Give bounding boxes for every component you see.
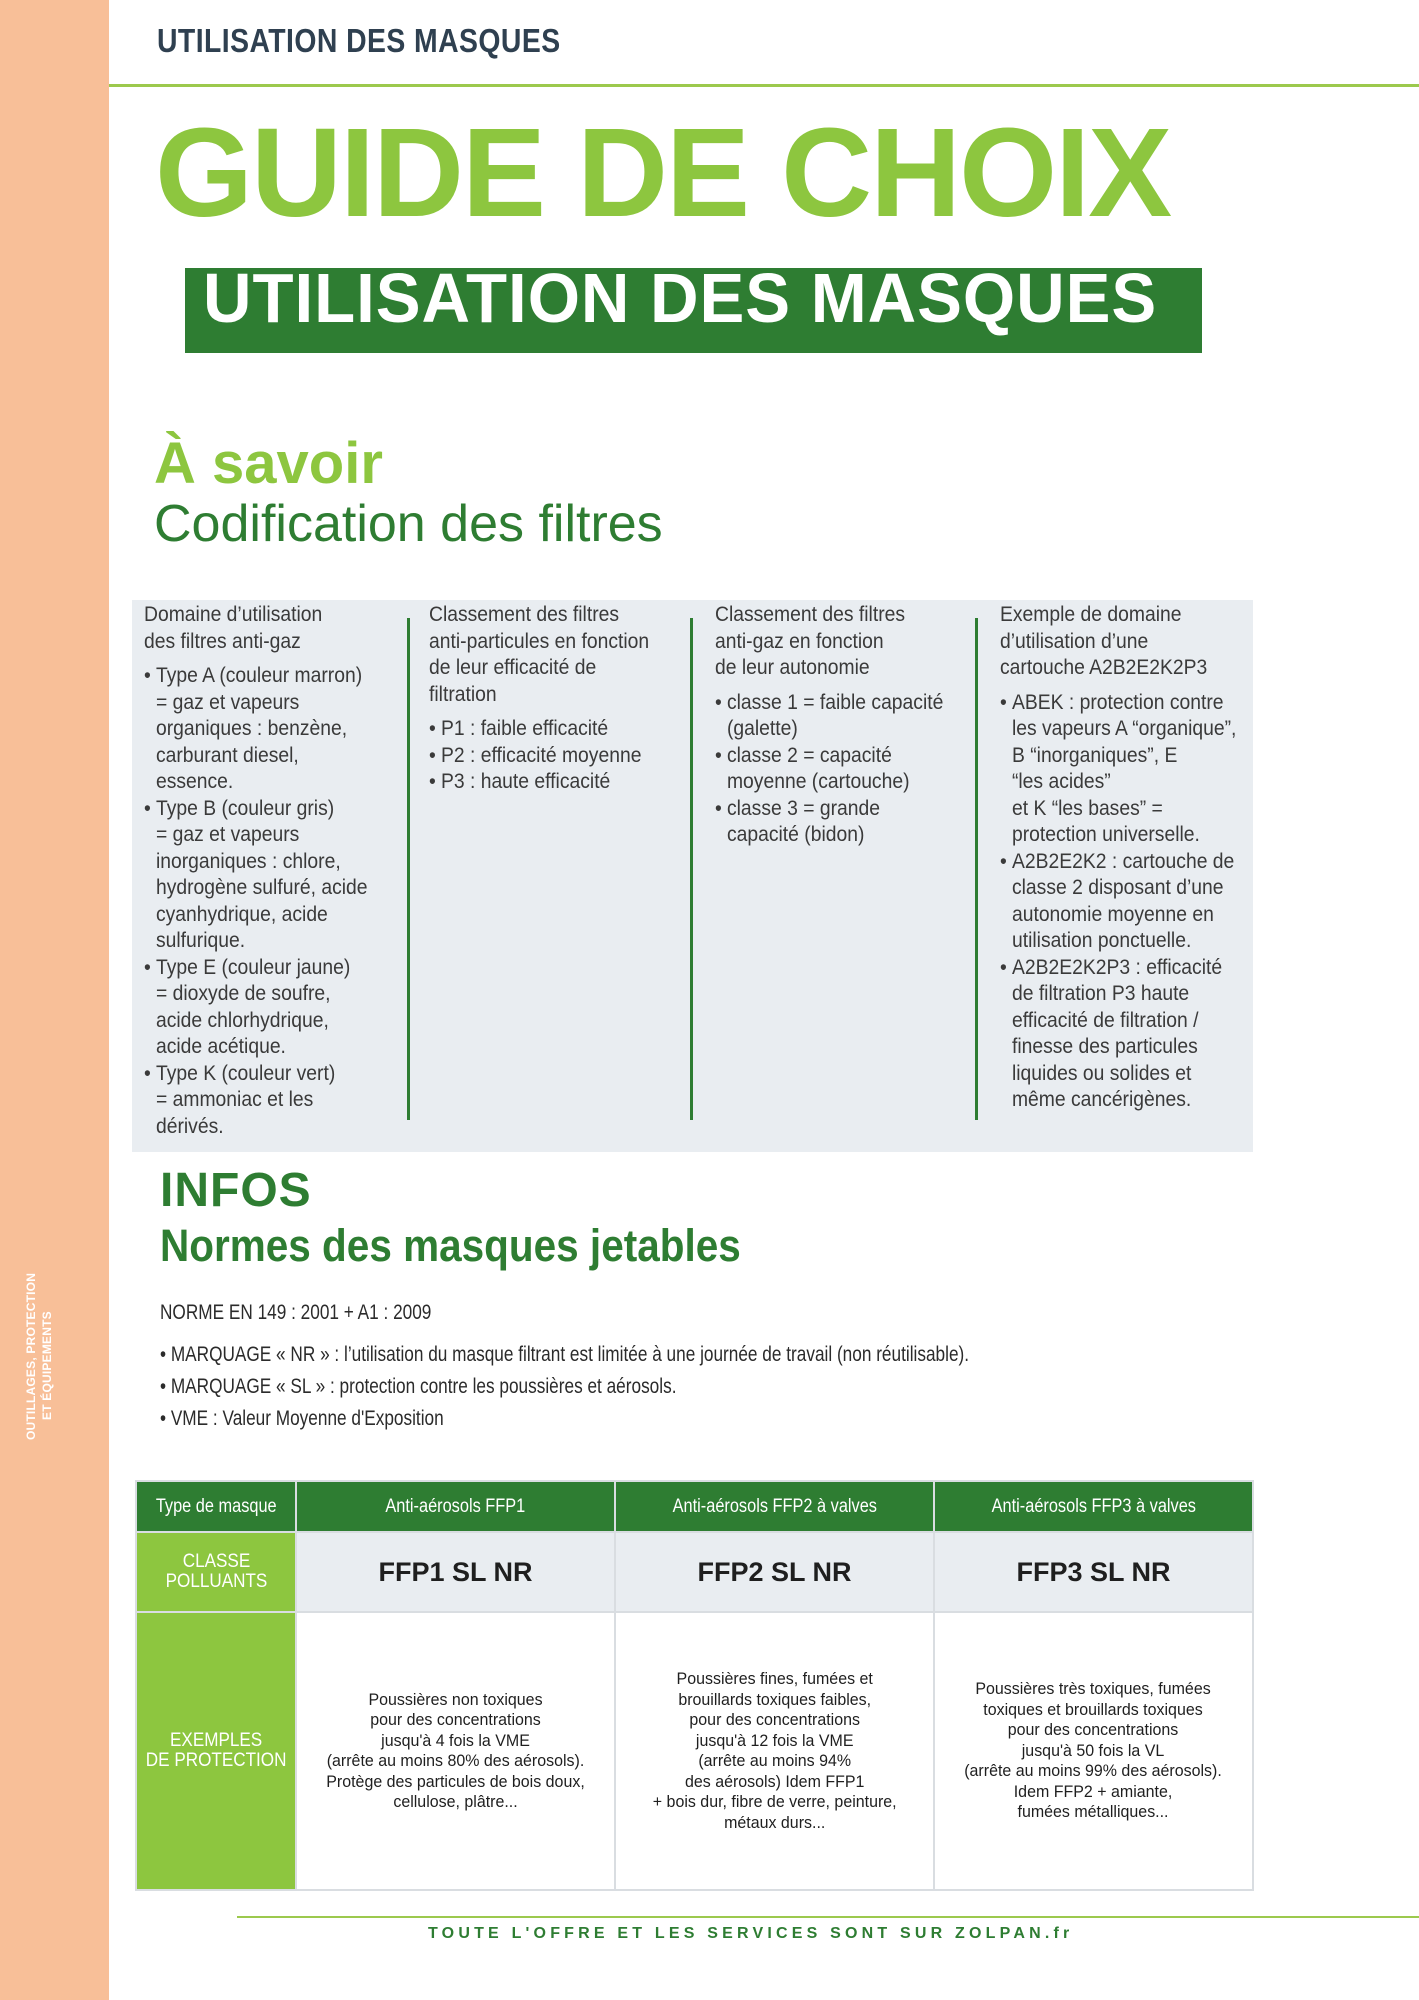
codif-item: • classe 1 = faible capacité (galette) (715, 690, 952, 743)
table-cell: Poussières fines, fumées et brouillards toxiques faibles, pour des concentrations jusqu'à 12 fois la VME (arrête au moins 94% des aérosols) Idem FFP1 + bois dur, fibre de verre, peinture, métaux durs... (615, 1612, 934, 1890)
table-header-cell: Anti-aérosols FFP1 (296, 1481, 615, 1532)
banner-text: UTILISATION DES MASQUES (203, 268, 1158, 337)
codif-column (1000, 600, 1241, 1114)
title-banner (185, 268, 1202, 353)
table-header-cell: Anti-aérosols FFP2 à valves (615, 1481, 934, 1532)
codif-column-heading: Classement des filtres anti-particules en fonction de leur efficacité de filtration (429, 603, 650, 706)
table-cell: FFP2 SL NR (615, 1532, 934, 1612)
codif-item: • A2B2E2K2 : cartouche de classe 2 disposant d’une autonomie moyenne en utilisation ponctuelle. (1000, 849, 1241, 955)
codif-item: • Type A (couleur marron) = gaz et vapeurs organiques : benzène, carburant diesel, essence. (144, 663, 381, 796)
codif-item: • A2B2E2K2P3 : efficacité de filtration P3 haute efficacité de filtration / finesse des particules liquides ou solides et même cancérigènes. (1000, 955, 1241, 1114)
header-divider (109, 84, 1419, 87)
codif-item: • ABEK : protection contre les vapeurs A “organique”, B “inorganiques”, E “les acides” et K “les bases” = protection universelle. (1000, 690, 1241, 849)
codif-column (715, 600, 952, 849)
codif-column (429, 600, 666, 796)
codif-item: • P1 : faible efficacité (429, 716, 666, 743)
footer-text: TOUTE L'OFFRE ET LES SERVICES SONT SUR ZOLPAN.fr (428, 1925, 1074, 1942)
side-band-line1: OUTILLAGES, PROTECTION (24, 1272, 38, 1440)
a-savoir-title: À savoir (154, 431, 383, 496)
codif-item: • P2 : efficacité moyenne (429, 743, 666, 770)
row-label: EXEMPLES DE PROTECTION (136, 1612, 296, 1890)
page-title: GUIDE DE CHOIX (155, 102, 1171, 243)
codif-column-heading: Domaine d’utilisation des filtres anti-gaz (144, 603, 323, 653)
side-band-label (0, 1272, 109, 1440)
footer-divider (237, 1916, 1419, 1918)
codif-item: • Type K (couleur vert) = ammoniac et les dérivés. (144, 1061, 381, 1141)
mask-table (135, 1480, 1254, 1891)
header-title: UTILISATION DES MASQUES (157, 22, 561, 59)
codif-column-heading: Exemple de domaine d’utilisation d’une cartouche A2B2E2K2P3 (1000, 603, 1208, 679)
norm-reference: NORME EN 149 : 2001 + A1 : 2009 (160, 1301, 432, 1324)
a-savoir-subtitle: Codification des filtres (154, 495, 663, 553)
table-header-cell: Anti-aérosols FFP3 à valves (934, 1481, 1253, 1532)
table-cell: Poussières non toxiques pour des concentrations jusqu'à 4 fois la VME (arrête au moins 80% des aérosols). Protège des particules de bois doux, cellulose, plâtre... (296, 1612, 615, 1890)
side-band-line2: ET ÉQUIPEMENTS (40, 1311, 54, 1420)
table-header-row (136, 1481, 1253, 1532)
codif-column (144, 600, 381, 1140)
infos-title: INFOS (160, 1164, 312, 1217)
table-row (136, 1612, 1253, 1890)
table-row (136, 1532, 1253, 1612)
info-bullet: • MARQUAGE « SL » : protection contre les poussières et aérosols. (160, 1375, 677, 1398)
codif-item: • P3 : haute efficacité (429, 769, 666, 796)
table-cell: FFP1 SL NR (296, 1532, 615, 1612)
codif-item: • Type E (couleur jaune) = dioxyde de soufre, acide chlorhydrique, acide acétique. (144, 955, 381, 1061)
table-header-cell: Type de masque (136, 1481, 296, 1532)
table-cell: Poussières très toxiques, fumées toxiques et brouillards toxiques pour des concentrations jusqu'à 50 fois la VL (arrête au moins 99% des aérosols). Idem FFP2 + amiante, fumées métalliques... (934, 1612, 1253, 1890)
side-band (0, 0, 109, 2000)
codif-item: • Type B (couleur gris) = gaz et vapeurs inorganiques : chlore, hydrogène sulfuré, acide cyanhydrique, acide sulfurique. (144, 796, 381, 955)
infos-subtitle: Normes des masques jetables (160, 1220, 741, 1271)
codif-column-heading: Classement des filtres anti-gaz en fonction de leur autonomie (715, 603, 906, 679)
info-bullet: • MARQUAGE « NR » : l’utilisation du masque filtrant est limitée à une journée de travail (non réutilisable). (160, 1343, 970, 1366)
codif-item: • classe 3 = grande capacité (bidon) (715, 796, 952, 849)
info-bullet: • VME : Valeur Moyenne d'Exposition (160, 1407, 444, 1430)
column-divider (407, 618, 410, 1120)
column-divider (690, 618, 693, 1120)
column-divider (975, 618, 978, 1120)
codif-item: • classe 2 = capacité moyenne (cartouche) (715, 743, 952, 796)
row-label: CLASSE POLLUANTS (136, 1532, 296, 1612)
table-cell: FFP3 SL NR (934, 1532, 1253, 1612)
